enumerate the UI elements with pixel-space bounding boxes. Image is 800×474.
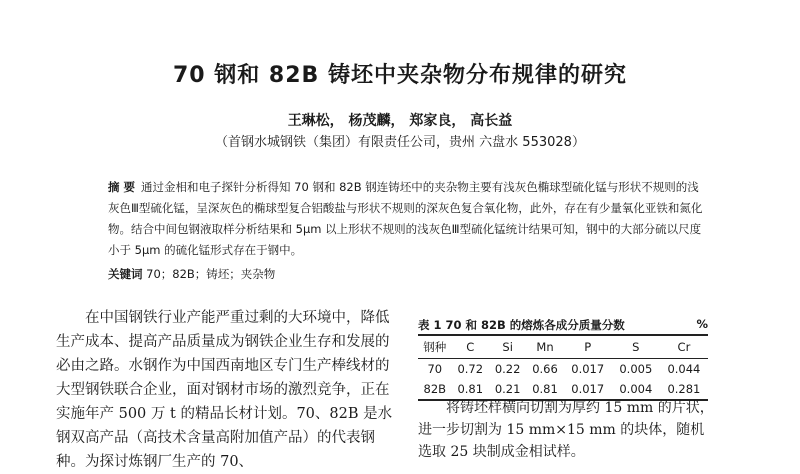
table-cell: 0.22 <box>494 362 521 376</box>
body-text-left <box>56 306 396 474</box>
table-header: Mn <box>536 340 554 354</box>
table-cell: 0.72 <box>457 362 484 376</box>
table-cell: 0.044 <box>667 362 701 376</box>
table-cell: 0.004 <box>619 382 653 396</box>
table-cell: 0.66 <box>532 362 558 376</box>
affiliation: （首钢水城钢铁（集团）有限责任公司，贵州 六盘水 553028） <box>215 135 585 150</box>
table-caption <box>418 317 708 333</box>
table-header: Si <box>502 340 513 354</box>
body-text-right <box>418 397 718 463</box>
table-cell: 82B <box>423 382 447 396</box>
abstract-text: 通过金相和电子探针分析得知 70 钢和 82B 钢连铸坯中的夹杂物主要有浅灰色椭球型硫化锰与形状不规则的浅灰色Ⅲ型硫化锰，呈深灰色的椭球型复合铝酸盐与形状不规则的深灰色复合氧化物，此外，存在有少量氧化亚铁和氮化物。结合中间包钢液取样分析结果和 5μm 以上形状不规则的浅灰色Ⅲ型硫化锰统计结果可知，钢中的大部分硫以尺度小于 5μm 的硫化锰形式存在于钢中。 <box>108 180 703 257</box>
table-header: S <box>632 340 640 354</box>
table-cell: 70 <box>427 362 443 376</box>
table-header: Cr <box>677 340 691 354</box>
authors: 王琳松， 杨茂麟， 郑家良， 高长益 <box>287 113 513 129</box>
abstract <box>108 177 704 261</box>
table-cell: 0.81 <box>457 382 484 396</box>
table-header: C <box>466 340 475 354</box>
table-unit: % <box>696 317 708 331</box>
keywords <box>108 266 275 282</box>
table-cell: 0.81 <box>532 382 558 396</box>
table-cell: 0.017 <box>571 362 605 376</box>
table-cell: 0.21 <box>494 382 521 396</box>
abstract-label: 摘 要 <box>108 180 136 194</box>
table-cell: 0.281 <box>667 382 701 396</box>
keywords-text: 70；82B；铸坯；夹杂物 <box>146 267 276 281</box>
keywords-label: 关键词 <box>108 267 143 281</box>
table-header: P <box>584 340 592 354</box>
table-header-row <box>418 335 708 359</box>
paragraph: 将铸坯样横向切割为厚约 15 mm 的片状，进一步切割为 15 mm×15 mm 的块体，随机选取 25 块制成金相试样。 <box>418 400 714 460</box>
table-row <box>418 359 708 380</box>
paper-title: 70 钢和 82B 铸坯中夹杂物分布规律的研究 <box>173 63 627 88</box>
paragraph: 在中国钢铁行业产能严重过剩的大环境中，降低生产成本、提高产品质量成为钢铁企业生存和发展的必由之路。水钢作为中国西南地区专门生产棒线材的大型钢铁联合企业，面对钢材市场的激烈竞争，正在实施年产 500 万 t 的精品长材计划。70、82B 是水钢双高产品（高技术含量高附加值产品）的代表钢种。为探讨炼钢厂生产的 70、 <box>56 310 393 470</box>
table-cell: 0.005 <box>619 362 653 376</box>
table-cell: 0.017 <box>571 382 605 396</box>
composition-table <box>418 334 708 401</box>
table-header: 钢种 <box>423 340 447 354</box>
table-caption-text: 表 1 70 和 82B 的熔炼各成分质量分数 <box>418 318 625 332</box>
